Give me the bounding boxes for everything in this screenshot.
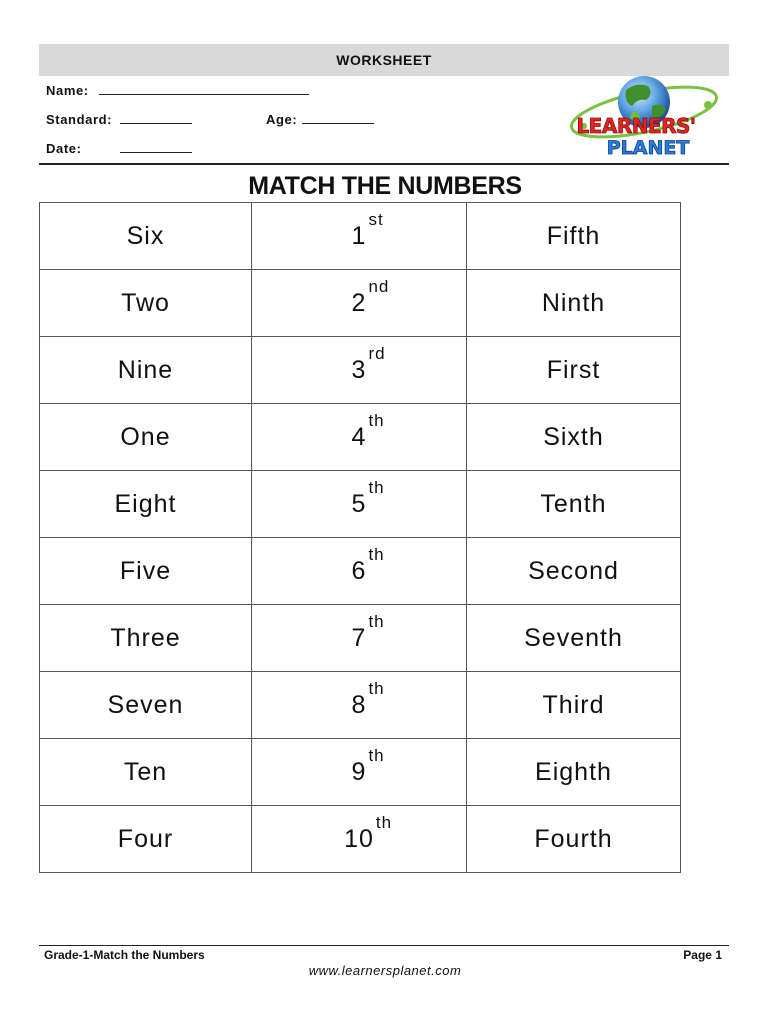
table-row bbox=[40, 672, 681, 739]
number-word-cell[interactable]: Eight bbox=[40, 471, 252, 538]
number-word-cell[interactable]: Nine bbox=[40, 337, 252, 404]
ordinal-number-cell[interactable] bbox=[252, 538, 467, 605]
header-divider bbox=[39, 163, 729, 165]
ordinal-number bbox=[351, 209, 384, 251]
table-row bbox=[40, 806, 681, 873]
ordinal-suffix: th bbox=[368, 410, 385, 430]
age-blank[interactable] bbox=[302, 111, 374, 124]
ordinal-number bbox=[351, 611, 385, 653]
standard-label: Standard: bbox=[46, 112, 113, 127]
footer-divider bbox=[39, 945, 729, 946]
ordinal-word-cell[interactable]: Sixth bbox=[467, 404, 681, 471]
ordinal-word-cell[interactable]: Seventh bbox=[467, 605, 681, 672]
learners-planet-logo bbox=[548, 72, 724, 164]
ordinal-suffix: th bbox=[368, 611, 385, 631]
table-row bbox=[40, 471, 681, 538]
number-word-cell[interactable]: Ten bbox=[40, 739, 252, 806]
ordinal-number-cell[interactable] bbox=[252, 806, 467, 873]
ordinal-word-cell[interactable]: First bbox=[467, 337, 681, 404]
ordinal-digit: 4 bbox=[351, 422, 367, 451]
ordinal-digit: 3 bbox=[351, 355, 367, 384]
ordinal-digit: 5 bbox=[351, 489, 367, 518]
number-word-cell[interactable]: Six bbox=[40, 203, 252, 270]
name-blank[interactable] bbox=[99, 82, 309, 95]
ordinal-word-cell[interactable]: Fourth bbox=[467, 806, 681, 873]
ordinal-number bbox=[351, 343, 386, 385]
ordinal-number bbox=[351, 410, 385, 452]
page-title: MATCH THE NUMBERS bbox=[248, 172, 522, 200]
ordinal-number bbox=[351, 276, 390, 318]
ordinal-suffix: rd bbox=[368, 343, 386, 363]
ordinal-suffix: th bbox=[368, 745, 385, 765]
ordinal-digit: 1 bbox=[351, 221, 367, 250]
name-label: Name: bbox=[46, 83, 89, 98]
table-row bbox=[40, 605, 681, 672]
number-word-cell[interactable]: Seven bbox=[40, 672, 252, 739]
date-blank[interactable] bbox=[120, 140, 192, 153]
ordinal-word-cell[interactable]: Eighth bbox=[467, 739, 681, 806]
logo-text-learners: LEARNERS' bbox=[576, 114, 696, 138]
ordinal-word-cell[interactable]: Second bbox=[467, 538, 681, 605]
footer-title: Grade-1-Match the Numbers bbox=[44, 948, 205, 962]
number-word-cell[interactable]: Five bbox=[40, 538, 252, 605]
ordinal-word-cell[interactable]: Fifth bbox=[467, 203, 681, 270]
ordinal-digit: 2 bbox=[351, 288, 367, 317]
ordinal-word-cell[interactable]: Ninth bbox=[467, 270, 681, 337]
ordinal-digit: 7 bbox=[351, 623, 367, 652]
ordinal-suffix: th bbox=[368, 477, 385, 497]
ordinal-digit: 10 bbox=[344, 824, 374, 853]
logo-text-planet: PLANET bbox=[606, 137, 690, 159]
ordinal-number-cell[interactable] bbox=[252, 672, 467, 739]
ordinal-number-cell[interactable] bbox=[252, 337, 467, 404]
ordinal-digit: 6 bbox=[351, 556, 367, 585]
footer-url: www.learnersplanet.com bbox=[308, 963, 462, 978]
ordinal-digit: 8 bbox=[351, 690, 367, 719]
ordinal-number-cell[interactable] bbox=[252, 404, 467, 471]
ordinal-number-cell[interactable] bbox=[252, 203, 467, 270]
ordinal-word-cell[interactable]: Tenth bbox=[467, 471, 681, 538]
date-field bbox=[46, 140, 192, 156]
table-row bbox=[40, 270, 681, 337]
ordinal-suffix: th bbox=[375, 812, 393, 832]
ordinal-number-cell[interactable] bbox=[252, 739, 467, 806]
table-row bbox=[40, 203, 681, 270]
number-word-cell[interactable]: One bbox=[40, 404, 252, 471]
age-label: Age: bbox=[266, 112, 298, 127]
number-word-cell[interactable]: Two bbox=[40, 270, 252, 337]
ordinal-suffix: nd bbox=[368, 276, 390, 296]
ordinal-suffix: st bbox=[368, 209, 384, 229]
ordinal-number bbox=[344, 812, 393, 854]
page-number: Page 1 bbox=[683, 948, 722, 962]
ordinal-number bbox=[351, 544, 385, 586]
ordinal-number-cell[interactable] bbox=[252, 605, 467, 672]
ordinal-number-cell[interactable] bbox=[252, 471, 467, 538]
ordinal-suffix: th bbox=[368, 544, 385, 564]
age-field bbox=[266, 111, 374, 127]
worksheet-title: WORKSHEET bbox=[336, 52, 432, 68]
match-table bbox=[39, 202, 681, 873]
table-row bbox=[40, 337, 681, 404]
ordinal-number bbox=[351, 745, 385, 787]
number-word-cell[interactable]: Four bbox=[40, 806, 252, 873]
ordinal-word-cell[interactable]: Third bbox=[467, 672, 681, 739]
date-label: Date: bbox=[46, 141, 82, 156]
ordinal-number bbox=[351, 678, 385, 720]
table-row bbox=[40, 538, 681, 605]
ordinal-number bbox=[351, 477, 385, 519]
table-row bbox=[40, 404, 681, 471]
name-field bbox=[46, 82, 309, 98]
ordinal-number-cell[interactable] bbox=[252, 270, 467, 337]
table-row bbox=[40, 739, 681, 806]
standard-field bbox=[46, 111, 192, 127]
number-word-cell[interactable]: Three bbox=[40, 605, 252, 672]
ordinal-digit: 9 bbox=[351, 757, 367, 786]
ordinal-suffix: th bbox=[368, 678, 385, 698]
standard-blank[interactable] bbox=[120, 111, 192, 124]
